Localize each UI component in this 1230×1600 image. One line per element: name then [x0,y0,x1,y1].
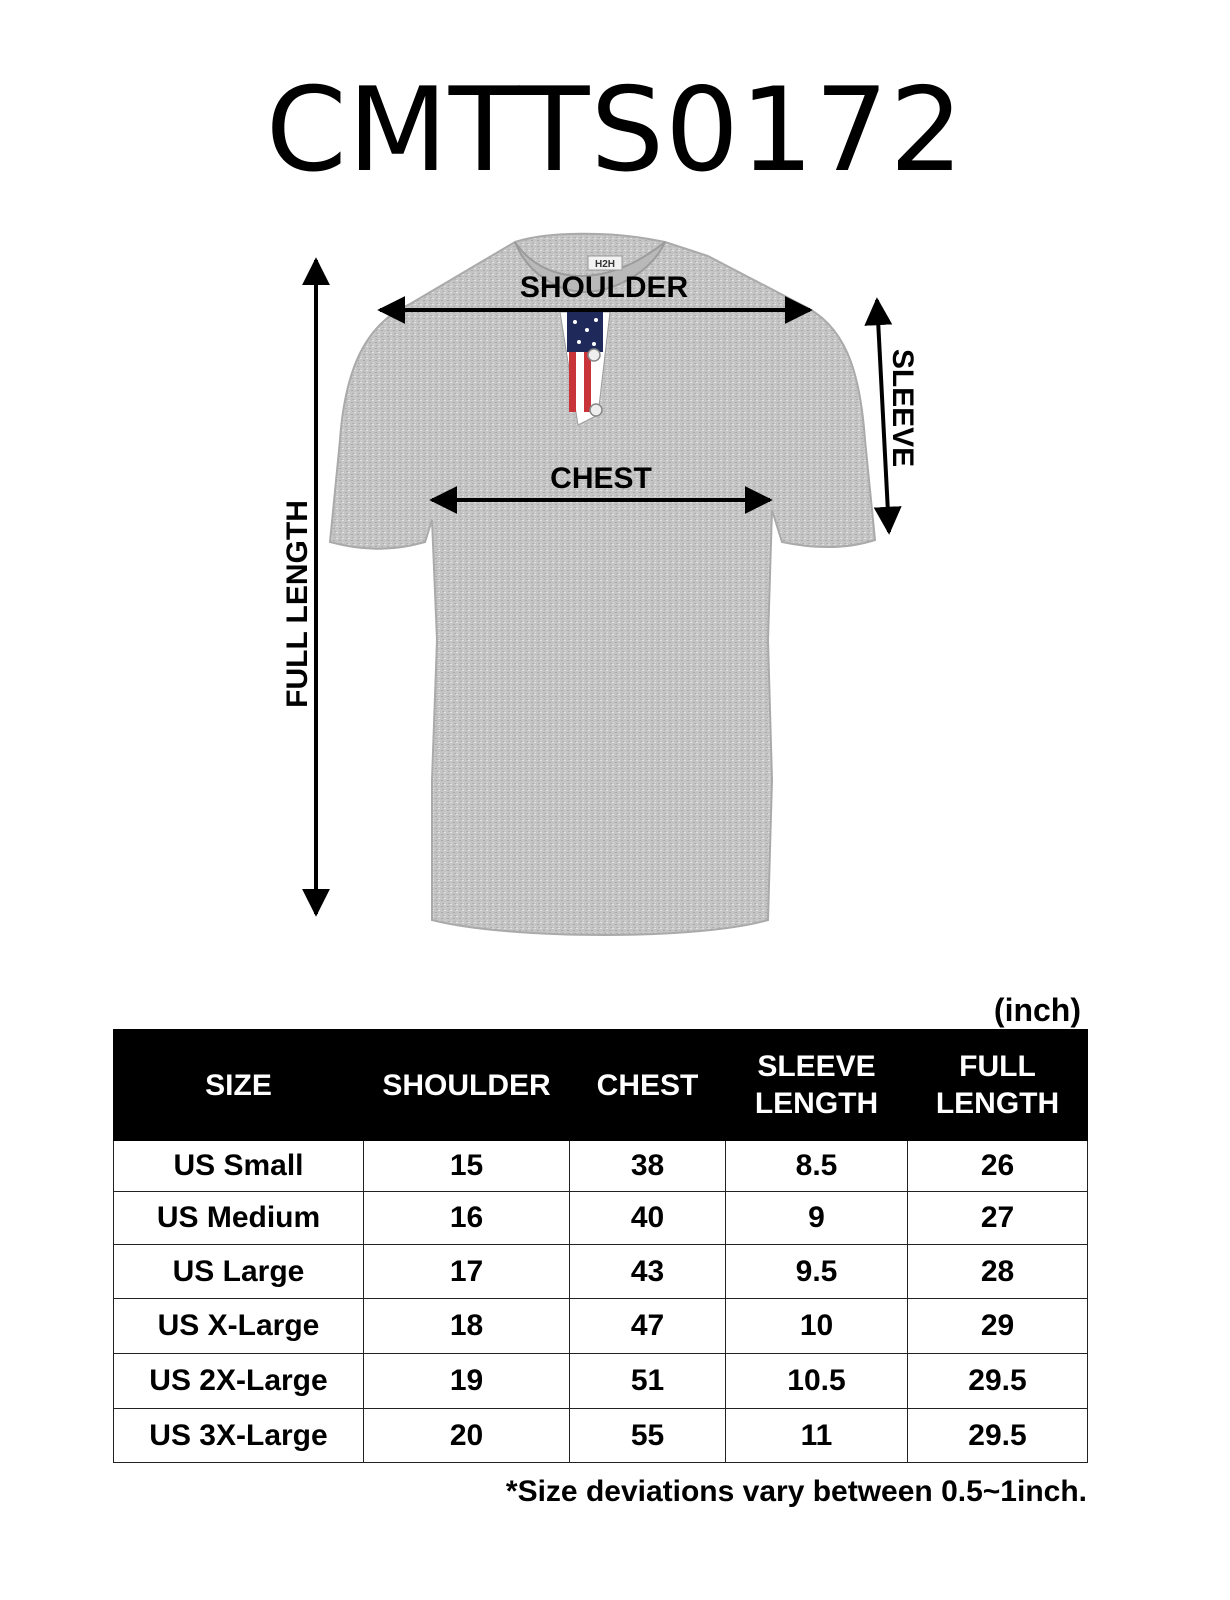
size-chart-table [113,1029,1088,1463]
table-row [114,1141,1088,1192]
cell-sleeve-length: 9.5 [726,1245,908,1299]
button [590,404,602,416]
cell-shoulder: 18 [364,1299,570,1354]
unit-label: (inch) [993,992,1081,1028]
cell-size: US 2X-Large [114,1354,364,1409]
cell-chest: 51 [570,1354,726,1409]
cell-chest: 47 [570,1299,726,1354]
table-header-row [114,1030,1088,1141]
cell-chest: 38 [570,1141,726,1192]
cell-sleeve-length: 10 [726,1299,908,1354]
header-size: SIZE [114,1030,364,1141]
cell-chest: 40 [570,1192,726,1245]
cell-size: US X-Large [114,1299,364,1354]
cell-full-length: 29 [908,1299,1088,1354]
table-row [114,1192,1088,1245]
table-row [114,1245,1088,1299]
size-deviation-note: *Size deviations vary between 0.5~1inch. [505,1475,1087,1508]
cell-full-length: 29.5 [908,1409,1088,1463]
brand-tag-text: H2H [594,259,616,270]
cell-shoulder: 16 [364,1192,570,1245]
cell-size: US 3X-Large [114,1409,364,1463]
cell-shoulder: 20 [364,1409,570,1463]
cell-chest: 43 [570,1245,726,1299]
cell-size: US Small [114,1141,364,1192]
table-row [114,1299,1088,1354]
sleeve-label: SLEEVE [886,348,919,468]
cell-chest: 55 [570,1409,726,1463]
cell-sleeve-length: 9 [726,1192,908,1245]
cell-sleeve-length: 8.5 [726,1141,908,1192]
full-length-label: FULL LENGTH [281,500,314,708]
header-chest: CHEST [570,1030,726,1141]
cell-sleeve-length: 10.5 [726,1354,908,1409]
cell-size: US Large [114,1245,364,1299]
cell-full-length: 29.5 [908,1354,1088,1409]
table-row [114,1409,1088,1463]
shoulder-label: SHOULDER [519,271,689,304]
cell-full-length: 28 [908,1245,1088,1299]
cell-shoulder: 17 [364,1245,570,1299]
header-sleeve-length: SLEEVE LENGTH [726,1030,908,1141]
cell-full-length: 27 [908,1192,1088,1245]
header-full-length: FULL LENGTH [908,1030,1088,1141]
header-shoulder: SHOULDER [364,1030,570,1141]
button [588,349,600,361]
shirt-measurement-diagram [0,220,1230,970]
cell-shoulder: 19 [364,1354,570,1409]
cell-shoulder: 15 [364,1141,570,1192]
cell-full-length: 26 [908,1141,1088,1192]
cell-sleeve-length: 11 [726,1409,908,1463]
product-code-title: CMTTS0172 [265,63,965,198]
chest-label: CHEST [550,462,652,495]
cell-size: US Medium [114,1192,364,1245]
table-row [114,1354,1088,1409]
